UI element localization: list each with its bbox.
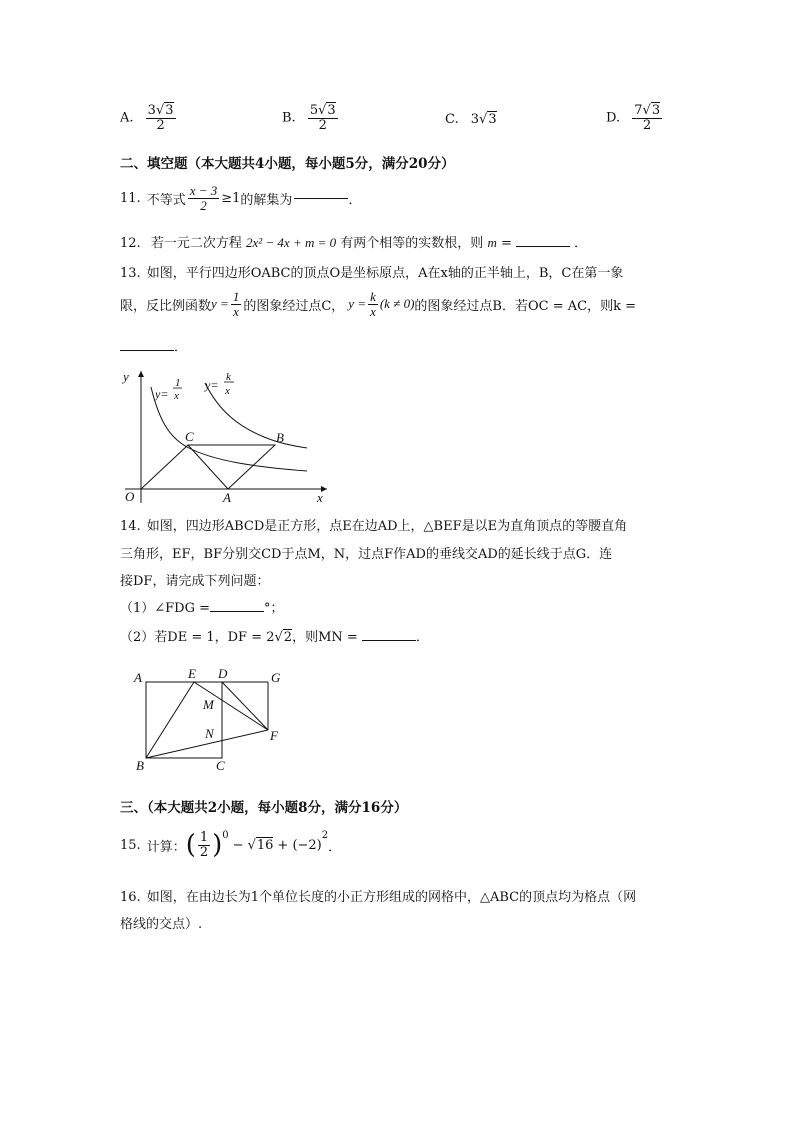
- segment-df: [222, 682, 268, 730]
- question-14-part1: （1）∠FDG = °；: [120, 601, 284, 616]
- question-14-part2: （2）若DE = 1，DF = 2√2，则MN = ．: [120, 630, 429, 645]
- label-e: E: [188, 666, 196, 681]
- question-13-line2: 限，反比例函数 y = $\frac{1}{x}$ 的图象经过点C， y = $\frac{k}{x}$ (k ≠ 0) 的图象经过点B．若OC = AC，则k =: [120, 289, 636, 319]
- option-d: D. $\frac{7√3}{2}$: [606, 103, 661, 133]
- label-c: C: [216, 758, 225, 773]
- curve-y-k-over-x: [205, 383, 307, 448]
- label-b: B: [136, 758, 144, 773]
- question-15: 15. 计算： ( $\frac{1}{2}$ ) $^0$ − √ 16 + (−2) $^2$ ．: [120, 829, 342, 860]
- label-o: O: [125, 489, 135, 504]
- label-d: D: [218, 666, 228, 681]
- question-14-line3: 接DF，请完成下列问题：: [120, 574, 270, 589]
- answer-blank-11[interactable]: [294, 198, 348, 199]
- label-c: C: [185, 429, 194, 444]
- question-12: 12. 若一元二次方程 2x² − 4x + m = 0 有两个相等的实数根，则 m = ．: [120, 235, 588, 251]
- answer-blank-13[interactable]: [120, 350, 174, 351]
- svg-text:y=: y=: [205, 378, 219, 392]
- section-2-heading: 二、填空题（本大题共4小题，每小题5分，满分20分）: [120, 156, 455, 172]
- section-3-heading: 三、（本大题共2小题，每小题8分，满分16分）: [120, 800, 408, 816]
- label-b: B: [276, 430, 284, 445]
- label-g: G: [271, 670, 281, 685]
- label-y: y: [123, 369, 129, 384]
- y-axis-arrow: [138, 371, 144, 377]
- label-n: N: [205, 726, 214, 741]
- option-b: B. $\frac{5√3}{2}$: [282, 103, 336, 133]
- label-a: A: [223, 490, 231, 505]
- segment-ca: [188, 445, 228, 489]
- label-x: x: [317, 490, 323, 505]
- label-m: M: [203, 697, 214, 712]
- question-13-line1: 13. 如图，平行四边形OABC的顶点O是坐标原点，A在x轴的正半轴上，B，C在第一象: [120, 266, 624, 281]
- question-11: 11. 不等式 $\frac{x - 3}{2}$ ≥1 的解集为 ．: [120, 183, 362, 213]
- label-f: F: [270, 728, 278, 743]
- option-c: C. 3√3: [445, 112, 497, 127]
- svg-text:y=: y=: [155, 387, 169, 401]
- question-14-line2: 三角形，EF，BF分别交CD于点M，N，过点F作AD的垂线交AD的延长线于点G．连: [120, 547, 613, 562]
- answer-blank-12[interactable]: [516, 246, 570, 247]
- question-16-line2: 格线的交点）.: [120, 917, 203, 932]
- svg-text:k: k: [226, 371, 231, 383]
- svg-text:1: 1: [175, 377, 181, 389]
- question-14-line1: 14. 如图，四边形ABCD是正方形，点E在边AD上，△BEF是以E为直角顶点的等腰直角: [120, 519, 628, 534]
- answer-blank-14-2[interactable]: [362, 640, 416, 641]
- figure-square-triangle: [128, 664, 298, 776]
- svg-text:x: x: [174, 390, 179, 402]
- figure-hyperbola-parallelogram: [115, 365, 335, 505]
- label-a: A: [134, 670, 142, 685]
- svg-text:x: x: [225, 385, 230, 397]
- question-16-line1: 16. 如图，在由边长为1个单位长度的小正方形组成的网格中，△ABC的顶点均为格点（网: [120, 890, 637, 905]
- option-a: A. $\frac{3√3}{2}$: [120, 103, 174, 133]
- square-abcd: [146, 682, 222, 758]
- segment-be: [146, 682, 194, 758]
- question-13-line3: ．: [120, 336, 187, 355]
- answer-blank-14-1[interactable]: [210, 611, 264, 612]
